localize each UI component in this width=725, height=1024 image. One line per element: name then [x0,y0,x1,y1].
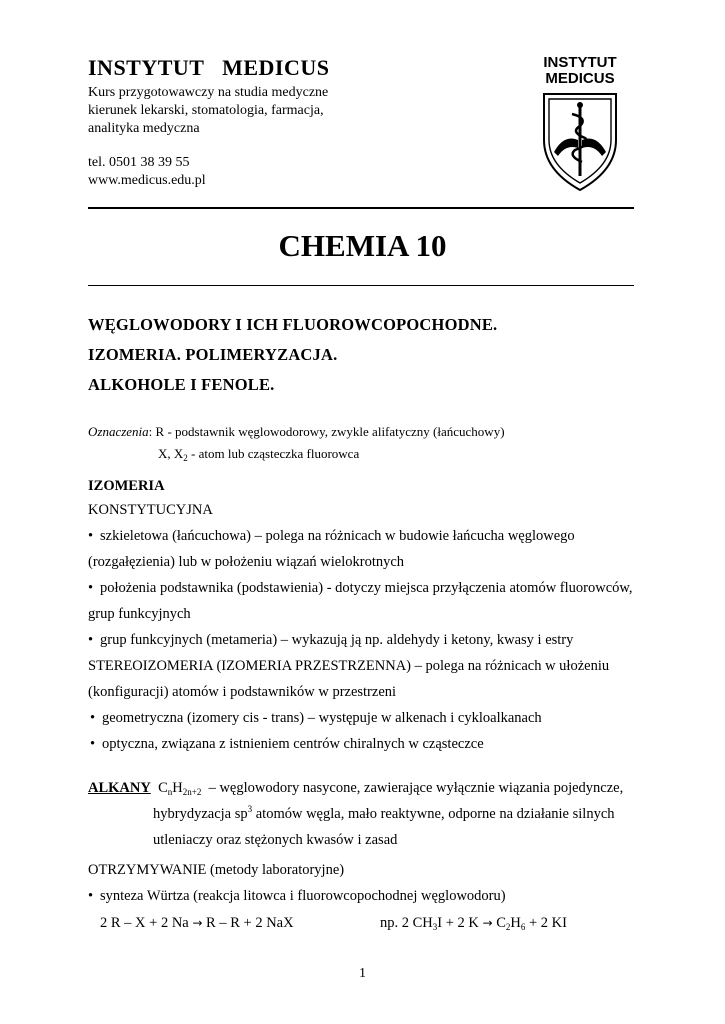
list-item: • szkieletowa (łańcuchowa) – polega na różnicach w budowie łańcucha węglowego [88,528,575,544]
wurtz-equation: 2 R – X + 2 Na → R – R + 2 NaX [100,915,294,931]
list-item: • optyczna, związana z istnieniem centrów chiralnych w cząsteczce [90,736,484,752]
section-heading-3: ALKOHOLE I FENOLE. [88,375,275,394]
list-item: • położenia podstawnika (podstawienia) - dotyczy miejsca przyłączenia atomów fluorowców, [88,580,633,596]
list-item-continuation: (rozgałęzienia) lub w położeniu wiązań wielokrotnych [88,554,405,570]
alkany-formula: $C_nH_{2n+2}$ [158,780,202,797]
page-number: 1 [359,966,366,981]
list-item: • synteza Würtza (reakcja litowca i fluorowcopochodnej węglowodoru) [88,888,506,904]
izomeria-heading: IZOMERIA [88,478,165,494]
notation-line-2: X, $X_2$ - atom lub cząsteczka fluorowca [158,446,360,463]
staff-of-asclepius-icon [554,102,606,176]
arrow-right-icon: → [482,916,493,930]
logo-text-line-1: INSTYTUT [543,54,617,71]
header-line-1: Kurs przygotowawczy na studia medyczne [88,85,329,100]
alkany-line-3: utleniaczy oraz stężonych kwasów i zasad [153,832,398,848]
otrzymywanie-heading: OTRZYMYWANIE (metody laboratoryjne) [88,862,345,878]
konstytucyjna-label: KONSTYTUCYJNA [88,502,213,518]
section-heading-2: IZOMERIA. POLIMERYZACJA. [88,345,338,364]
wurtz-example: np. 2 $CH_3I + 2$ $K \to C_2H_6 + 2$ KI [380,915,567,932]
header-line-2: kierunek lekarski, stomatologia, farmacja, [88,103,324,118]
header-line-3: analityka medyczna [88,121,200,136]
document-title: CHEMIA 10 [278,228,447,263]
section-heading-1: WĘGLOWODORY I ICH FLUOROWCOPOCHODNE. [88,315,498,334]
alkany-line-2: hybrydyzacja $sp^3$ atomów węgla, mało reaktywne, odporne na działanie silnych [153,804,615,822]
institute-name: INSTYTUT MEDICUS [88,55,330,80]
list-item: • geometryczna (izomery cis - trans) – występuje w alkenach i cykloalkanach [90,710,542,726]
institute-logo [530,52,630,194]
notation-r: R - podstawnik węglowodorowy, zwykle alifatyczny (łańcuchowy) [152,424,505,439]
list-item-continuation: grup funkcyjnych [88,606,191,622]
alkany-line-1: ALKANY $C_nH_{2n+2}$ – węglowodory nasycone, zawierające wyłącznie wiązania pojedyncze, [88,780,624,797]
phone: tel. 0501 38 39 55 [88,155,190,170]
notation-line-1: Oznaczenia: R - podstawnik węglowodorowy, zwykle alifatyczny (łańcuchowy) [88,424,505,439]
stereoizomeria-line-1: STEREOIZOMERIA (IZOMERIA PRZESTRZENNA) – polega na różnicach w ułożeniu [88,658,610,674]
arrow-right-icon: → [192,916,203,930]
header-divider [88,207,634,209]
notation-label: Oznaczenia [88,424,149,439]
list-item: • grup funkcyjnych (metameria) – wykazują ją np. aldehydy i ketony, kwasy i estry [88,632,574,648]
logo-text-line-2: MEDICUS [545,70,615,87]
alkany-label: ALKANY [88,780,151,796]
stereoizomeria-line-2: (konfiguracji) atomów i podstawników w przestrzeni [88,684,397,700]
title-divider [88,285,634,286]
website: www.medicus.edu.pl [88,173,206,188]
